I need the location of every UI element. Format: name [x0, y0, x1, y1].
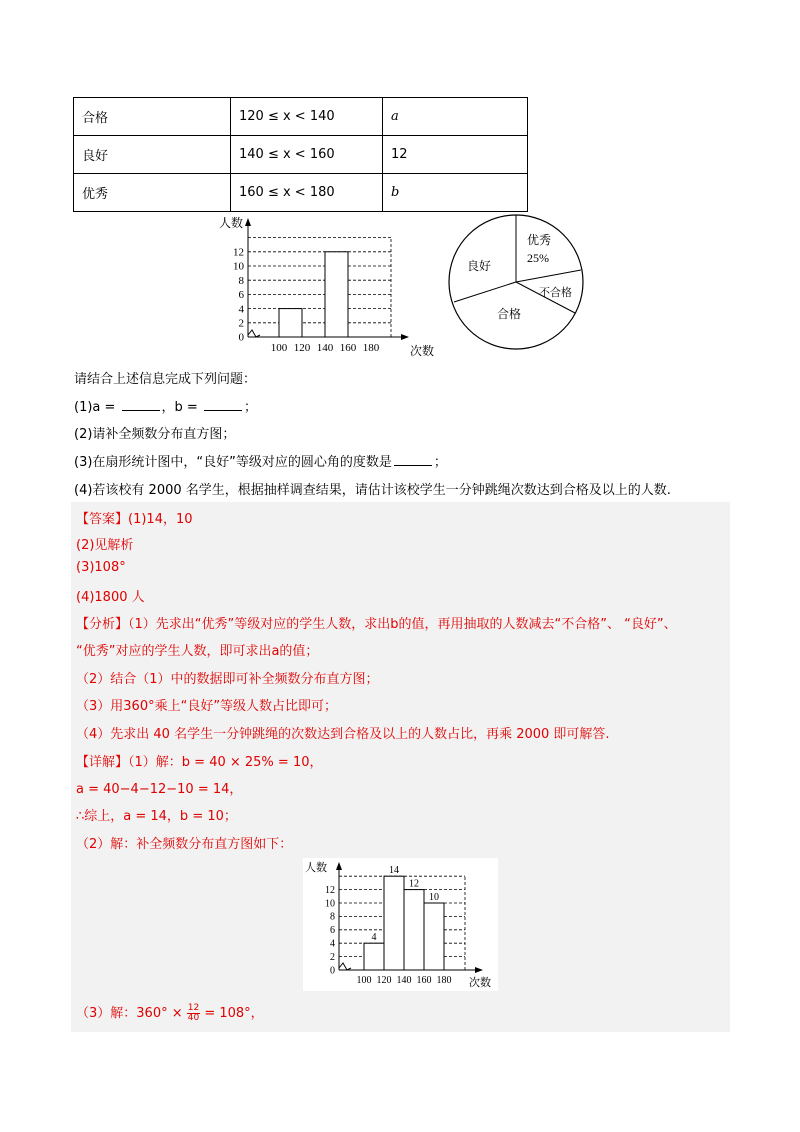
analysis-line-2: “优秀”对应的学生人数，即可求出a的值；: [76, 644, 319, 659]
y-tick-label: 2: [238, 317, 244, 330]
pie-label-excellent: 优秀: [527, 233, 552, 247]
answer-1: (1)14，10: [128, 512, 193, 527]
histogram-incomplete: [215, 212, 450, 360]
table-cell: 12: [383, 136, 528, 174]
q1-end: ；: [243, 400, 257, 415]
x-tick-label: 160: [339, 342, 357, 354]
bar-value-label: 10: [429, 892, 439, 903]
histogram-bar: [404, 890, 424, 970]
y-tick-label: 8: [330, 911, 335, 923]
table-cell: 良好: [74, 136, 231, 174]
table-cell: 160 ≤ x < 180: [231, 174, 383, 212]
bar-value-label: 14: [389, 865, 399, 877]
table-cell: 优秀: [74, 174, 231, 212]
y-tick-label: 0: [238, 331, 244, 344]
axis-break: [248, 330, 260, 337]
x-tick-label: 160: [416, 975, 432, 986]
detail-line-1: [76, 751, 323, 770]
answer-blank: [394, 453, 432, 466]
analysis-tag: 【分析】: [76, 617, 129, 632]
analysis-line-5: （4）先求出 40 名学生一分钟跳绳的次数达到合格及以上的人数占比，再乘 2000 即可解答.: [76, 727, 610, 742]
grade-table: [73, 97, 528, 212]
bar-value-label: 4: [371, 932, 377, 944]
answer-4: (4)1800 人: [76, 590, 145, 605]
fraction: [187, 1004, 200, 1023]
y-tick-label: 0: [330, 965, 335, 977]
histogram-complete: [303, 858, 498, 991]
pie-chart: [445, 210, 590, 355]
answer-blank: [122, 398, 160, 411]
y-tick-label: 6: [330, 925, 335, 937]
answer-2: (2)见解析: [76, 538, 134, 553]
x-tick-label: 100: [356, 975, 372, 986]
q3-end: ；: [433, 455, 447, 470]
analysis-line-4: （3）用360°乘上“良好”等级人数占比即可；: [76, 699, 338, 714]
x-tick-label: 140: [316, 342, 334, 354]
fraction-denominator: 40: [187, 1013, 200, 1023]
question-2: (2)请补全频数分布直方图；: [74, 427, 236, 442]
x-tick-label: 120: [293, 342, 311, 354]
table-cell: 140 ≤ x < 160: [231, 136, 383, 174]
x-tick-label: 180: [436, 975, 452, 986]
detail-text: （3）解：360° ×: [76, 1006, 183, 1021]
table-row: [74, 174, 528, 212]
table-cell: 120 ≤ x < 140: [231, 98, 383, 136]
analysis-text: （1）先求出“优秀”等级对应的学生人数，求出b的值，再用抽取的人数减去“不合格”、 “良好”、: [128, 617, 677, 632]
y-axis-label: 人数: [305, 862, 327, 874]
histogram-bar: [384, 876, 404, 970]
x-axis-label: 次数: [469, 977, 491, 989]
table-row: [74, 98, 528, 136]
y-tick-label: 4: [330, 938, 335, 950]
answer-line-1: [76, 508, 193, 527]
table-cell: a: [383, 98, 528, 136]
histogram1-plot: [233, 218, 409, 354]
y-axis-arrow: [245, 218, 251, 226]
detail-line-3: ∴综上，a = 14，b = 10；: [76, 809, 237, 824]
pie-label-fail: 不合格: [539, 287, 572, 299]
question-3: [74, 451, 447, 470]
analysis-line-3: （2）结合（1）中的数据即可补全频数分布直方图；: [76, 672, 379, 687]
pie-label-excellent-percent: 25%: [527, 251, 549, 265]
answer-tag: 【答案】: [76, 512, 129, 527]
answer-3: (3)108°: [76, 560, 126, 575]
detail-text: = 108°，: [204, 1006, 264, 1021]
table-row: [74, 136, 528, 174]
x-tick-label: 120: [376, 975, 392, 986]
y-tick-label: 10: [233, 260, 244, 273]
q1-b-label: ，b =: [161, 400, 202, 415]
x-axis-label: 次数: [410, 344, 435, 358]
answer-blank: [204, 398, 242, 411]
table-cell: b: [383, 174, 528, 212]
y-tick-label: 4: [238, 303, 244, 316]
table-cell: 合格: [74, 98, 231, 136]
questions-intro: 请结合上述信息完成下列问题：: [74, 372, 257, 387]
question-1: [74, 396, 257, 415]
analysis-line-1: [76, 613, 677, 632]
pie-label-good: 良好: [467, 259, 492, 273]
y-tick-label: 10: [325, 898, 335, 910]
q1-a-label: (1)a =: [74, 400, 120, 415]
histogram-bar: [424, 903, 444, 970]
axis-break: [339, 963, 351, 970]
q3-text: (3)在扇形统计图中，“良好”等级对应的圆心角的度数是: [74, 455, 392, 470]
fraction-numerator: 12: [187, 1003, 200, 1013]
y-tick-label: 12: [325, 884, 335, 896]
x-axis-arrow: [475, 967, 483, 973]
x-axis-arrow: [401, 334, 409, 340]
x-tick-label: 140: [396, 975, 412, 986]
histogram2-plot: [325, 862, 483, 986]
x-tick-label: 100: [270, 342, 288, 354]
detail-tag: 【详解】: [76, 755, 129, 770]
detail-line-4: （2）解：补全频数分布直方图如下：: [76, 837, 293, 852]
y-tick-label: 12: [233, 246, 244, 259]
question-4: (4)若该校有 2000 名学生，根据抽样调查结果，请估计该校学生一分钟跳绳次数达到合格及以上的人数.: [74, 483, 671, 498]
bar-value-label: 12: [409, 878, 419, 890]
x-tick-label: 180: [362, 342, 380, 354]
histogram-bar: [279, 309, 302, 337]
y-tick-label: 8: [238, 274, 244, 287]
detail-text: （1）解：b = 40 × 25% = 10，: [128, 755, 323, 770]
detail-line-2: a = 40−4−12−10 = 14，: [76, 782, 243, 797]
histogram-bar: [325, 252, 348, 337]
y-axis-label: 人数: [219, 216, 244, 230]
y-tick-label: 6: [238, 289, 244, 302]
y-axis-arrow: [336, 862, 342, 870]
pie-label-pass: 合格: [497, 307, 522, 321]
detail-line-5: [76, 1002, 264, 1023]
histogram-bar: [364, 943, 384, 970]
y-tick-label: 2: [330, 951, 335, 963]
